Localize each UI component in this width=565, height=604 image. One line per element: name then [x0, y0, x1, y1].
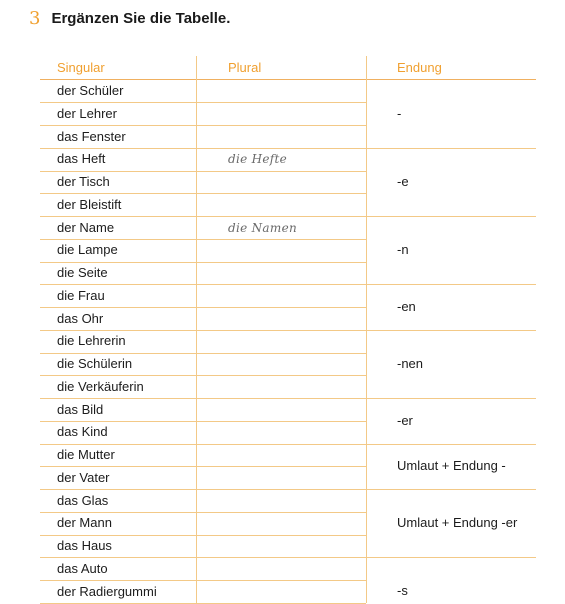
plural-cell[interactable]: [228, 424, 358, 440]
ending-group-divider: [366, 444, 536, 445]
plural-cell[interactable]: [228, 106, 358, 122]
ending-group-divider: [366, 557, 536, 558]
row-divider: [40, 398, 366, 399]
singular-cell: die Schülerin: [57, 356, 133, 371]
ending-cell: -: [397, 106, 402, 121]
row-divider: [40, 193, 366, 194]
ending-cell: Umlaut + Endung -er: [397, 515, 518, 530]
singular-cell: der Mann: [57, 515, 112, 530]
row-divider: [40, 171, 366, 172]
singular-cell: der Radiergummi: [57, 584, 157, 599]
plural-cell[interactable]: [228, 129, 358, 145]
singular-cell: der Vater: [57, 470, 110, 485]
singular-cell: das Auto: [57, 561, 108, 576]
row-divider: [40, 353, 366, 354]
singular-cell: der Lehrer: [57, 106, 117, 121]
column-header-ending: Endung: [397, 60, 442, 75]
row-divider: [40, 102, 366, 103]
singular-cell: das Haus: [57, 538, 112, 553]
singular-cell: die Lampe: [57, 242, 118, 257]
exercise-number: 3: [29, 7, 41, 29]
plural-cell[interactable]: die Hefte: [228, 152, 288, 166]
plural-cell[interactable]: [228, 333, 358, 349]
plural-cell[interactable]: [228, 402, 358, 418]
row-divider: [40, 216, 366, 217]
ending-group-divider: [366, 330, 536, 331]
column-header-singular: Singular: [57, 60, 105, 75]
header-divider: [40, 79, 536, 80]
row-divider: [40, 535, 366, 536]
plural-cell[interactable]: [228, 561, 358, 577]
singular-cell: die Lehrerin: [57, 333, 126, 348]
ending-cell: -nen: [397, 356, 424, 371]
plural-cell[interactable]: [228, 242, 358, 258]
plural-cell[interactable]: [228, 265, 358, 281]
plural-cell[interactable]: [228, 197, 358, 213]
ending-group-divider: [366, 489, 536, 490]
ending-group-divider: [366, 284, 536, 285]
row-divider: [40, 239, 366, 240]
singular-cell: der Schüler: [57, 83, 124, 98]
row-divider: [40, 330, 366, 331]
ending-cell: Umlaut + Endung -: [397, 458, 506, 473]
singular-cell: das Ohr: [57, 311, 104, 326]
plural-cell[interactable]: [228, 447, 358, 463]
plural-cell[interactable]: [228, 379, 358, 395]
ending-cell: -e: [397, 174, 409, 189]
plural-cell[interactable]: [228, 584, 358, 600]
plural-cell[interactable]: [228, 83, 358, 99]
singular-cell: die Mutter: [57, 447, 115, 462]
ending-group-divider: [366, 148, 536, 149]
plural-cell[interactable]: [228, 538, 358, 554]
ending-cell: -n: [397, 242, 409, 257]
row-divider: [40, 284, 366, 285]
plural-cell[interactable]: [228, 470, 358, 486]
ending-group-divider: [366, 216, 536, 217]
row-divider: [40, 148, 366, 149]
column-header-plural: Plural: [228, 60, 262, 75]
exercise-title: Ergänzen Sie die Tabelle.: [51, 9, 231, 27]
row-divider: [40, 489, 366, 490]
plural-cell[interactable]: [228, 288, 358, 304]
plural-cell[interactable]: [228, 311, 358, 327]
singular-cell: das Glas: [57, 493, 109, 508]
row-divider: [40, 307, 366, 308]
singular-cell: der Bleistift: [57, 197, 122, 212]
row-divider: [40, 125, 366, 126]
ending-group-divider: [366, 398, 536, 399]
row-divider: [40, 466, 366, 467]
singular-cell: das Kind: [57, 424, 108, 439]
singular-cell: der Name: [57, 220, 115, 235]
plural-cell[interactable]: [228, 174, 358, 190]
singular-cell: das Fenster: [57, 129, 126, 144]
singular-cell: die Frau: [57, 288, 105, 303]
plural-cell[interactable]: die Namen: [228, 221, 297, 235]
ending-cell: -er: [397, 413, 413, 428]
singular-cell: die Seite: [57, 265, 108, 280]
plural-cell[interactable]: [228, 493, 358, 509]
row-divider: [40, 421, 366, 422]
row-divider: [40, 580, 366, 581]
row-divider: [40, 444, 366, 445]
plural-cell[interactable]: [228, 515, 358, 531]
ending-cell: -s: [397, 583, 408, 598]
singular-cell: der Tisch: [57, 174, 110, 189]
row-divider: [40, 512, 366, 513]
singular-cell: die Verkäuferin: [57, 379, 144, 394]
singular-cell: das Bild: [57, 402, 104, 417]
row-divider: [40, 375, 366, 376]
ending-cell: -en: [397, 299, 416, 314]
singular-cell: das Heft: [57, 151, 106, 166]
row-divider: [40, 262, 366, 263]
plural-cell[interactable]: [228, 356, 358, 372]
row-divider: [40, 557, 366, 558]
